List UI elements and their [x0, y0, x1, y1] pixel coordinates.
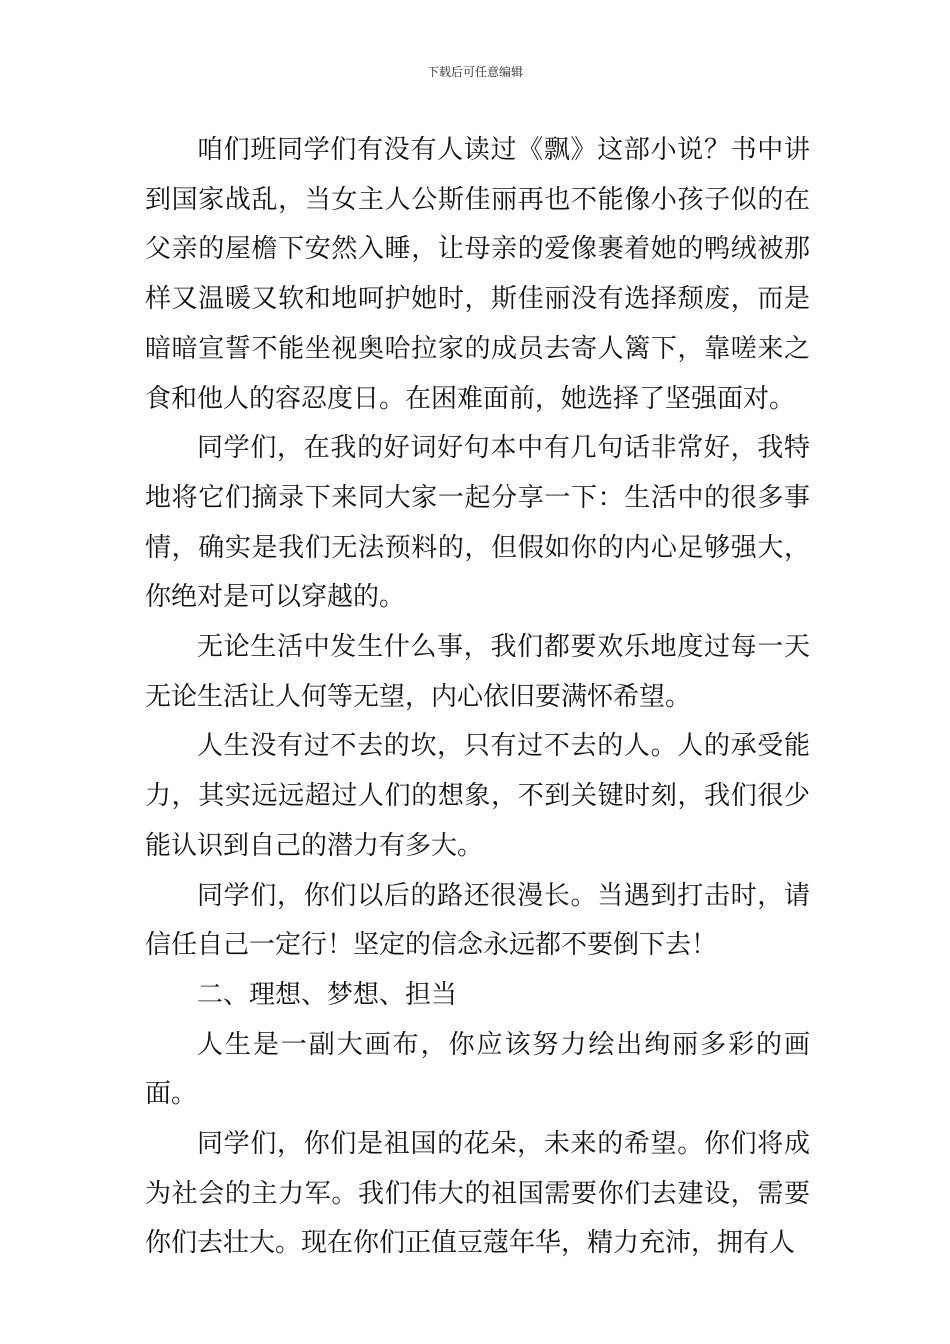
paragraph-life-canvas: 人生是一副大画布，你应该努力绘出绚丽多彩的画面。: [145, 1029, 810, 1110]
paragraph-good-quotes: 同学们，在我的好词好句本中有几句话非常好，我特地将它们摘录下来同大家一起分享一下：生活中的很多事情，确实是我们无法预料的，但假如你的内心足够强大，你绝对是可以穿越的。: [145, 433, 810, 613]
paragraph-life-obstacles: 人生没有过不去的坎，只有过不去的人。人的承受能力，其实远远超过人们的想象，不到关键时刻，我们很少能认识到自己的潜力有多大。: [145, 731, 810, 861]
paragraph-future-hope: 同学们，你们是祖国的花朵，未来的希望。你们将成为社会的主力军。我们伟大的祖国需要你们去建设，需要你们去壮大。现在你们正值豆蔻年华，精力充沛，拥有人: [145, 1129, 810, 1259]
section-heading-ideals: 二、理想、梦想、担当: [197, 979, 458, 1010]
paragraph-happy-every-day: 无论生活中发生什么事，我们都要欢乐地度过每一天无论生活让人何等无望，内心依旧要满怀希望。: [145, 632, 810, 712]
paragraph-novel-gone-with-the-wind: 咱们班同学们有没有人读过《飘》这部小说？书中讲到国家战乱，当女主人公斯佳丽再也不能像小孩子似的在父亲的屋檐下安然入睡，让母亲的爱像裹着她的鸭绒被那样又温暖又软和地呵护她时，斯佳丽没有选择颓废，而是暗暗宣誓不能坐视奥哈拉家的成员去寄人篱下，靠嗟来之食和他人的容忍度日。在困难面前，她选择了坚强面对。: [145, 135, 810, 414]
paragraph-believe-yourself: 同学们，你们以后的路还很漫长。当遇到打击时，请信任自己一定行！坚定的信念永远都不要倒下去！: [145, 880, 810, 961]
page-header: 下载后可任意编辑: [426, 65, 523, 79]
document-body: [145, 126, 810, 1269]
